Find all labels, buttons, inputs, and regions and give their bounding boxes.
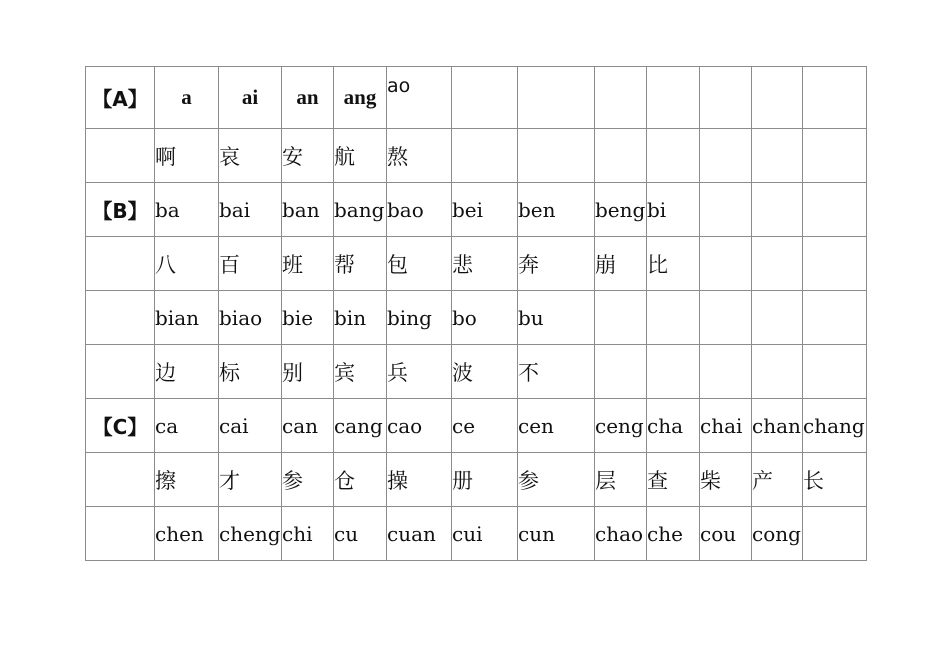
hanzi-cell: 啊 <box>155 129 219 183</box>
pinyin-cell <box>803 183 867 237</box>
pinyin-cell: chen <box>155 507 219 561</box>
hanzi-cell: 层 <box>595 453 647 507</box>
hanzi-cell: 册 <box>452 453 518 507</box>
pinyin-cell: bie <box>282 291 334 345</box>
pinyin-cell: ceng <box>595 399 647 453</box>
pinyin-cell: a <box>155 67 219 129</box>
hanzi-cell: 才 <box>219 453 282 507</box>
pinyin-cell: bu <box>518 291 595 345</box>
pinyin-cell: can <box>282 399 334 453</box>
pinyin-cell <box>595 67 647 129</box>
pinyin-cell: bian <box>155 291 219 345</box>
pinyin-cell <box>803 507 867 561</box>
hanzi-cell: 擦 <box>155 453 219 507</box>
section-label: 【B】 <box>86 183 155 237</box>
hanzi-cell <box>595 129 647 183</box>
pinyin-cell <box>595 291 647 345</box>
pinyin-cell: cun <box>518 507 595 561</box>
pinyin-cell <box>647 67 700 129</box>
hanzi-cell <box>647 129 700 183</box>
table-row <box>86 67 867 129</box>
hanzi-cell: 查 <box>647 453 700 507</box>
hanzi-cell: 柴 <box>700 453 752 507</box>
pinyin-cell: ao <box>387 67 452 129</box>
pinyin-cell <box>700 67 752 129</box>
pinyin-cell: ben <box>518 183 595 237</box>
table-row <box>86 507 867 561</box>
hanzi-cell: 别 <box>282 345 334 399</box>
pinyin-cell: cen <box>518 399 595 453</box>
hanzi-cell: 航 <box>334 129 387 183</box>
hanzi-cell <box>803 129 867 183</box>
hanzi-cell: 参 <box>518 453 595 507</box>
hanzi-cell <box>595 345 647 399</box>
pinyin-cell <box>700 291 752 345</box>
pinyin-cell <box>452 67 518 129</box>
pinyin-cell: cai <box>219 399 282 453</box>
pinyin-cell: cuan <box>387 507 452 561</box>
hanzi-cell <box>700 345 752 399</box>
pinyin-cell: chan <box>752 399 803 453</box>
section-label <box>86 507 155 561</box>
pinyin-cell: bi <box>647 183 700 237</box>
table-row <box>86 237 867 291</box>
table-row <box>86 129 867 183</box>
section-label <box>86 291 155 345</box>
pinyin-cell: ce <box>452 399 518 453</box>
table-body <box>86 67 867 561</box>
pinyin-cell: cao <box>387 399 452 453</box>
pinyin-cell: bai <box>219 183 282 237</box>
hanzi-cell <box>752 129 803 183</box>
pinyin-cell: ca <box>155 399 219 453</box>
pinyin-cell: ba <box>155 183 219 237</box>
hanzi-cell: 操 <box>387 453 452 507</box>
pinyin-table <box>85 66 867 561</box>
pinyin-cell: chi <box>282 507 334 561</box>
hanzi-cell: 不 <box>518 345 595 399</box>
pinyin-cell <box>752 183 803 237</box>
pinyin-cell <box>752 67 803 129</box>
hanzi-cell <box>452 129 518 183</box>
pinyin-cell: chao <box>595 507 647 561</box>
pinyin-cell: bang <box>334 183 387 237</box>
pinyin-cell: chai <box>700 399 752 453</box>
hanzi-cell: 波 <box>452 345 518 399</box>
pinyin-cell: an <box>282 67 334 129</box>
hanzi-cell: 班 <box>282 237 334 291</box>
table-row <box>86 399 867 453</box>
pinyin-cell: bei <box>452 183 518 237</box>
hanzi-cell: 百 <box>219 237 282 291</box>
pinyin-cell <box>803 291 867 345</box>
pinyin-cell <box>700 183 752 237</box>
pinyin-cell: cui <box>452 507 518 561</box>
hanzi-cell <box>752 345 803 399</box>
hanzi-cell: 哀 <box>219 129 282 183</box>
hanzi-cell: 长 <box>803 453 867 507</box>
hanzi-cell: 包 <box>387 237 452 291</box>
pinyin-cell: chang <box>803 399 867 453</box>
pinyin-cell: cang <box>334 399 387 453</box>
section-label <box>86 453 155 507</box>
section-label: 【C】 <box>86 399 155 453</box>
hanzi-cell <box>518 129 595 183</box>
table-row <box>86 345 867 399</box>
pinyin-cell: cou <box>700 507 752 561</box>
hanzi-cell <box>700 237 752 291</box>
pinyin-cell: cha <box>647 399 700 453</box>
hanzi-cell: 边 <box>155 345 219 399</box>
hanzi-cell: 兵 <box>387 345 452 399</box>
section-label: 【A】 <box>86 67 155 129</box>
pinyin-cell: biao <box>219 291 282 345</box>
hanzi-cell: 帮 <box>334 237 387 291</box>
table-row <box>86 453 867 507</box>
hanzi-cell: 崩 <box>595 237 647 291</box>
hanzi-cell: 八 <box>155 237 219 291</box>
pinyin-cell: bao <box>387 183 452 237</box>
pinyin-cell <box>803 67 867 129</box>
hanzi-cell: 熬 <box>387 129 452 183</box>
hanzi-cell: 产 <box>752 453 803 507</box>
pinyin-cell: ban <box>282 183 334 237</box>
hanzi-cell <box>647 345 700 399</box>
pinyin-cell: beng <box>595 183 647 237</box>
hanzi-cell: 奔 <box>518 237 595 291</box>
pinyin-cell: che <box>647 507 700 561</box>
pinyin-cell <box>647 291 700 345</box>
hanzi-cell: 安 <box>282 129 334 183</box>
table-row <box>86 183 867 237</box>
pinyin-cell: cong <box>752 507 803 561</box>
hanzi-cell: 比 <box>647 237 700 291</box>
hanzi-cell: 宾 <box>334 345 387 399</box>
hanzi-cell <box>803 237 867 291</box>
pinyin-cell <box>518 67 595 129</box>
hanzi-cell <box>752 237 803 291</box>
hanzi-cell: 悲 <box>452 237 518 291</box>
pinyin-cell: bo <box>452 291 518 345</box>
hanzi-cell: 参 <box>282 453 334 507</box>
table-row <box>86 291 867 345</box>
section-label <box>86 129 155 183</box>
pinyin-cell: cheng <box>219 507 282 561</box>
pinyin-cell: bin <box>334 291 387 345</box>
hanzi-cell: 标 <box>219 345 282 399</box>
hanzi-cell <box>700 129 752 183</box>
pinyin-cell: bing <box>387 291 452 345</box>
section-label <box>86 237 155 291</box>
pinyin-cell <box>752 291 803 345</box>
hanzi-cell: 仓 <box>334 453 387 507</box>
section-label <box>86 345 155 399</box>
hanzi-cell <box>803 345 867 399</box>
pinyin-cell: ai <box>219 67 282 129</box>
pinyin-cell: ang <box>334 67 387 129</box>
pinyin-cell: cu <box>334 507 387 561</box>
